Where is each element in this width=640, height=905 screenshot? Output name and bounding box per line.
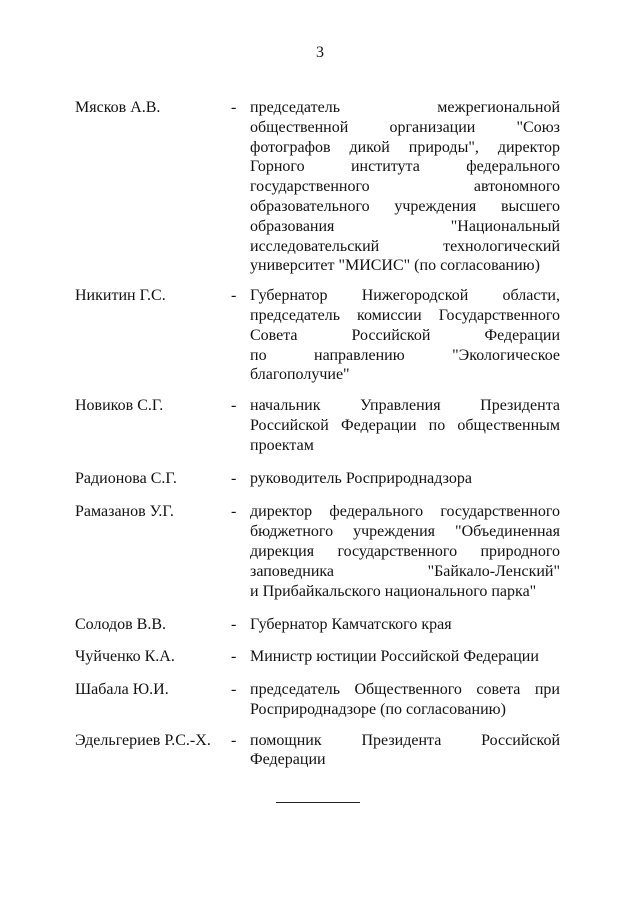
member-dash: - bbox=[231, 616, 237, 634]
member-role bbox=[250, 286, 560, 385]
member-role-line: образования "Национальный bbox=[250, 217, 560, 235]
member-role bbox=[250, 731, 560, 771]
member-role-line: председатель Общественного совета при bbox=[250, 680, 560, 698]
member-role-line: Губернатор Камчатского края bbox=[250, 616, 452, 634]
member-dash: - bbox=[231, 469, 237, 487]
member-role bbox=[250, 647, 560, 667]
member-role bbox=[250, 615, 560, 635]
member-role bbox=[250, 98, 560, 276]
member-name: Рамазанов У.Г. bbox=[75, 503, 174, 521]
member-dash: - bbox=[231, 99, 237, 116]
member-role-line: Министр юстиции Российской Федерации bbox=[250, 648, 539, 666]
member-role-line: по направлению "Экологическое bbox=[250, 346, 560, 364]
page-number: 3 bbox=[316, 44, 324, 61]
member-role bbox=[250, 680, 560, 720]
member-name: Чуйченко К.А. bbox=[75, 648, 175, 666]
member-dash: - bbox=[231, 287, 237, 305]
member-row bbox=[0, 469, 640, 489]
member-role-line: проектам bbox=[250, 436, 314, 454]
member-role-line: общественной организации "Союз bbox=[250, 118, 560, 136]
member-dash: - bbox=[231, 503, 237, 521]
member-name: Никитин Г.С. bbox=[75, 287, 166, 305]
member-role-line: благополучие" bbox=[250, 366, 350, 384]
member-role-line: директор федерального государственного bbox=[250, 503, 560, 521]
member-list bbox=[0, 86, 640, 770]
member-name: Шабала Ю.И. bbox=[75, 680, 169, 698]
member-dash: - bbox=[231, 397, 237, 415]
member-role bbox=[250, 396, 560, 455]
member-dash: - bbox=[231, 648, 237, 666]
member-role-line: Федерации bbox=[250, 751, 326, 769]
member-name: Эдельгериев Р.С.-Х. bbox=[75, 731, 211, 749]
member-role-line: заповедника "Байкало-Ленский" bbox=[250, 562, 560, 580]
member-name: Радионова С.Г. bbox=[75, 469, 177, 487]
member-name: Мясков А.В. bbox=[75, 99, 161, 116]
member-dash: - bbox=[231, 680, 237, 698]
member-role bbox=[250, 469, 560, 489]
member-role-line: помощник Президента Российской bbox=[250, 731, 560, 749]
member-role-line: Росприроднадзоре (по согласованию) bbox=[250, 700, 506, 718]
member-role-line: государственного автономного bbox=[250, 178, 560, 196]
member-name: Солодов В.В. bbox=[75, 616, 167, 634]
member-role-line: председатель комиссии Государственного bbox=[250, 306, 560, 324]
member-role-line: начальник Управления Президента bbox=[250, 397, 560, 415]
member-row bbox=[0, 98, 640, 276]
member-row bbox=[0, 615, 640, 635]
member-role-line: председатель межрегиональной bbox=[250, 99, 560, 116]
member-row bbox=[0, 286, 640, 385]
member-role-line: университет "МИСИС" (по согласованию) bbox=[250, 257, 540, 275]
member-row bbox=[0, 680, 640, 720]
member-row bbox=[0, 731, 640, 771]
member-role-line: Совета Российской Федерации bbox=[250, 326, 560, 344]
member-role-line: Горного института федерального bbox=[250, 158, 560, 176]
member-role-line: Губернатор Нижегородской области, bbox=[250, 287, 560, 305]
member-row bbox=[0, 396, 640, 455]
member-role-line: образовательного учреждения высшего bbox=[250, 197, 560, 215]
member-role-line: бюджетного учреждения "Объединенная bbox=[250, 523, 560, 541]
member-role-line: руководитель Росприроднадзора bbox=[250, 469, 472, 487]
member-role-line: Российской Федерации по общественным bbox=[250, 416, 560, 434]
member-role-line: и Прибайкальского национального парка" bbox=[250, 582, 537, 600]
member-role-line: фотографов дикой природы", директор bbox=[250, 138, 560, 156]
member-row bbox=[0, 647, 640, 667]
member-role-line: исследовательский технологический bbox=[250, 237, 560, 255]
member-dash: - bbox=[231, 731, 237, 749]
member-name: Новиков С.Г. bbox=[75, 397, 164, 415]
member-role-line: дирекция государственного природного bbox=[250, 542, 560, 560]
member-row bbox=[0, 502, 640, 601]
member-role bbox=[250, 502, 560, 601]
end-divider bbox=[276, 802, 360, 803]
